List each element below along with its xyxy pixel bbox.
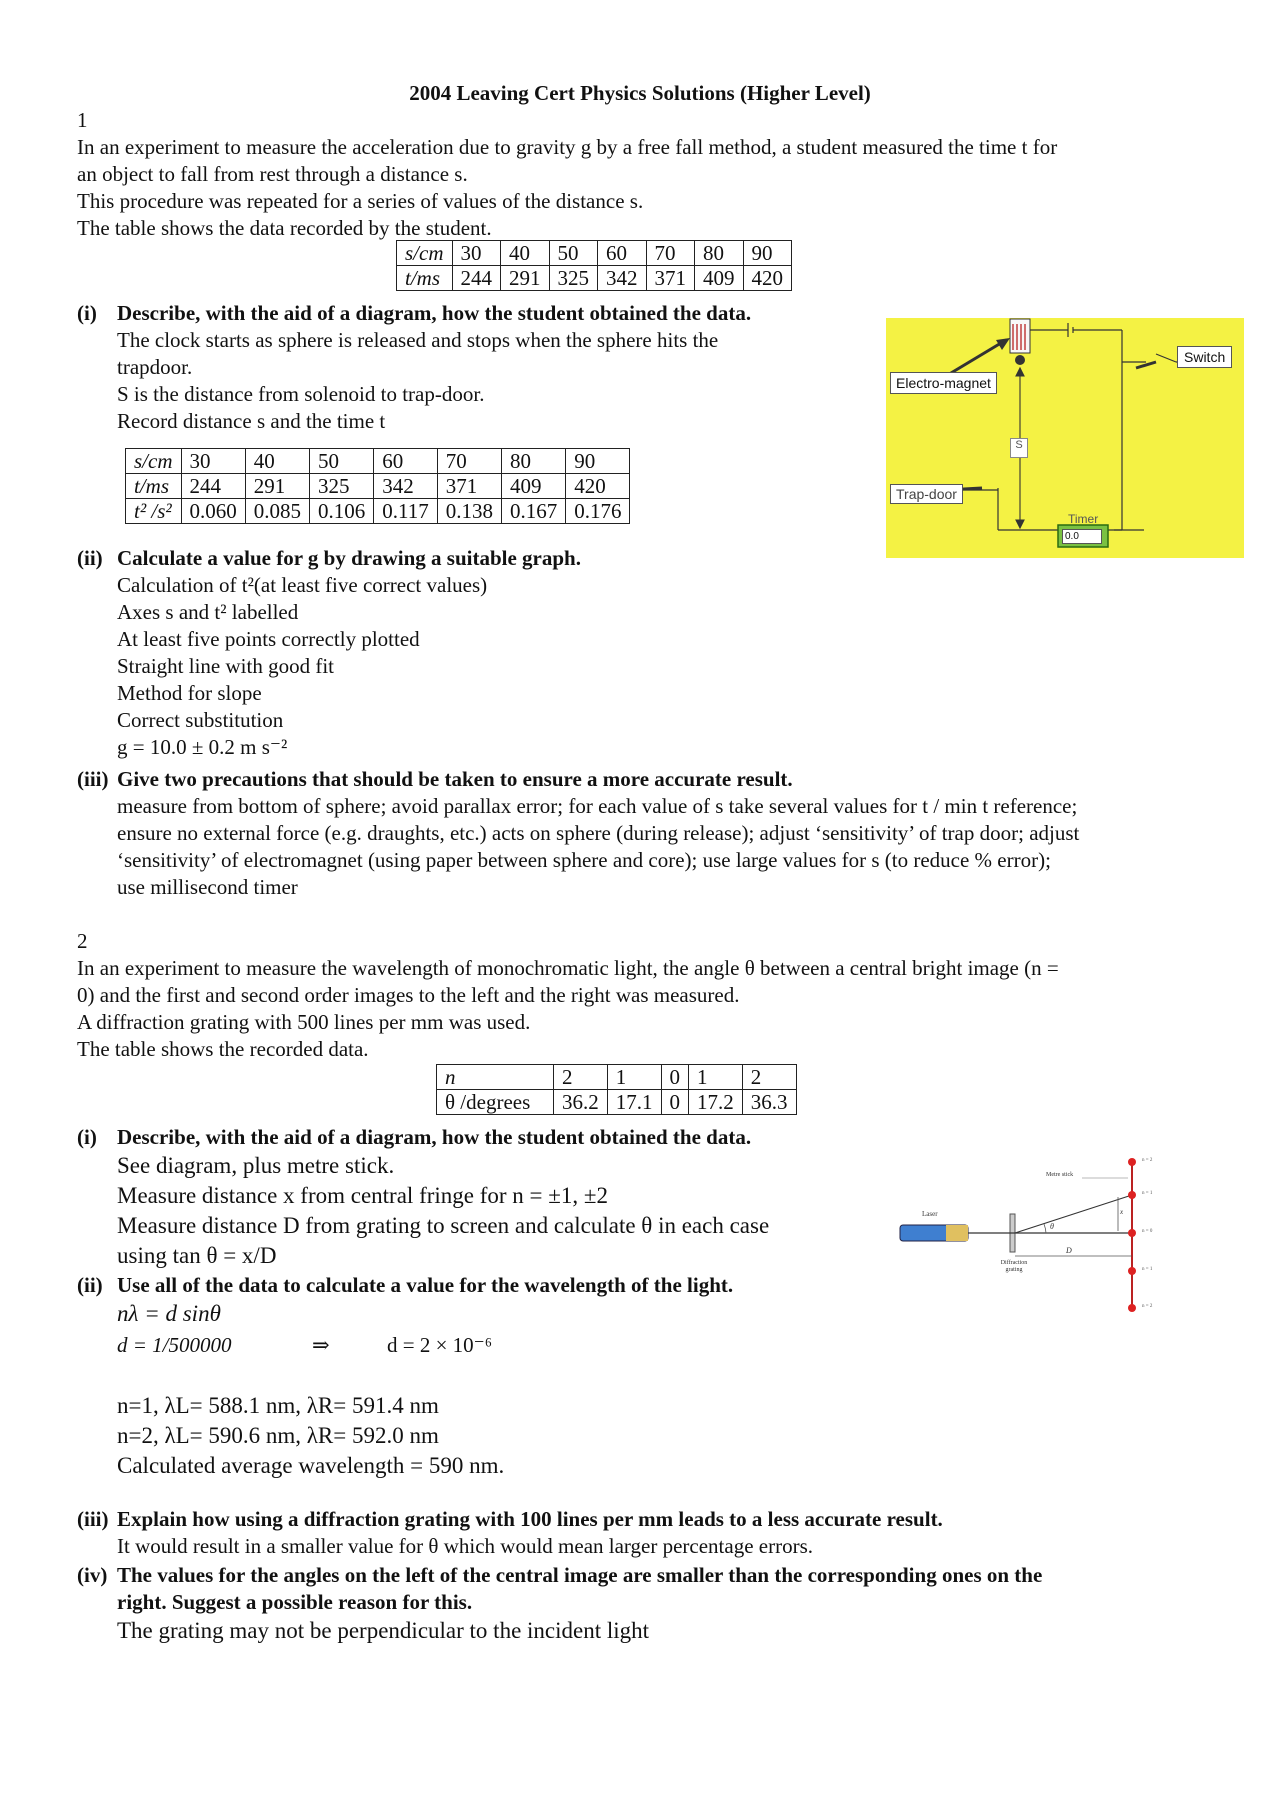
table-cell: 244	[181, 474, 245, 499]
answer-line: Straight line with good fit	[117, 654, 334, 678]
table-cell: 30	[452, 241, 501, 266]
d-result: d = 2 × 10⁻⁶	[387, 1333, 493, 1357]
angle-arc	[1044, 1224, 1046, 1233]
result-line: n=2, λL= 590.6 nm, λR= 592.0 nm	[117, 1423, 439, 1448]
question-text: right. Suggest a possible reason for this.	[117, 1590, 473, 1614]
table-cell: 325	[549, 266, 598, 291]
question-text: Describe, with the aid of a diagram, how the student obtained the data.	[117, 301, 752, 325]
question-text: The values for the angles on the left of the central image are smaller than the corresponding ones on the	[117, 1563, 1043, 1587]
answer-line: Measure distance x from central fringe for n = ±1, ±2	[117, 1183, 609, 1208]
switch-label: Switch	[1177, 346, 1232, 368]
table-cell: 409	[695, 266, 744, 291]
part-label: (iv)	[77, 1563, 108, 1587]
q1-part-iii	[77, 766, 793, 792]
q2-part-i	[77, 1124, 751, 1150]
answer-line: Measure distance D from grating to screen and calculate θ in each case	[117, 1213, 770, 1238]
q2-part-iv	[77, 1562, 1042, 1588]
table-cell: 36.2	[554, 1090, 608, 1115]
laser-label: Laser	[922, 1210, 938, 1218]
answer-line: At least five points correctly plotted	[117, 627, 420, 651]
table-cell: 371	[437, 474, 501, 499]
table-row	[437, 1065, 797, 1090]
table-cell: 70	[437, 449, 501, 474]
table-cell: s/cm	[397, 241, 453, 266]
answer-line: S is the distance from solenoid to trap-door.	[117, 382, 485, 406]
fringe-dot	[1128, 1229, 1136, 1237]
answer-line: The grating may not be perpendicular to the incident light	[117, 1618, 650, 1643]
part-label: (iii)	[77, 1507, 109, 1531]
timer-display: 0.0	[1062, 529, 1102, 544]
trapdoor-label: Trap-door	[890, 484, 963, 504]
table-cell: 1	[607, 1065, 661, 1090]
part-label: (i)	[77, 1125, 97, 1149]
distance-s-label: S	[1010, 438, 1028, 458]
question-text: Use all of the data to calculate a value for the wavelength of the light.	[117, 1273, 734, 1297]
table-row	[126, 449, 630, 474]
diffracted-beam	[1015, 1195, 1132, 1233]
question-2-number: 2	[77, 929, 88, 953]
table-cell: 30	[181, 449, 245, 474]
table-cell: 0.117	[374, 499, 437, 524]
fringe-dot	[1128, 1267, 1136, 1275]
table-cell: 50	[549, 241, 598, 266]
part-label: (iii)	[77, 767, 109, 791]
q2-part-ii	[77, 1272, 733, 1298]
q1-intro-line: The table shows the data recorded by the student.	[77, 216, 492, 240]
table-cell: θ /degrees	[437, 1090, 554, 1115]
question-1-number: 1	[77, 108, 88, 132]
result-line: Calculated average wavelength = 590 nm.	[117, 1453, 505, 1478]
result-line: n=1, λL= 588.1 nm, λR= 591.4 nm	[117, 1393, 439, 1418]
q2-intro-line: In an experiment to measure the wavelength of monochromatic light, the angle θ between a central bright image (n =	[77, 956, 1059, 980]
table-cell: 371	[646, 266, 695, 291]
table-cell: 80	[695, 241, 744, 266]
table-cell: 0	[661, 1065, 689, 1090]
order-label: n = 1	[1142, 1191, 1153, 1196]
table-cell: 0.060	[181, 499, 245, 524]
q1-intro-line: an object to fall from rest through a distance s.	[77, 162, 468, 186]
formula: nλ = d sinθ	[117, 1301, 221, 1326]
free-fall-diagram	[886, 318, 1244, 558]
table-cell: 342	[598, 266, 647, 291]
table-row	[437, 1090, 797, 1115]
fringe-dot	[1128, 1304, 1136, 1312]
table-cell: 0.138	[437, 499, 501, 524]
d-calculation: d = 1/500000	[117, 1333, 232, 1357]
table-cell: 0.085	[245, 499, 309, 524]
table-cell: t/ms	[397, 266, 453, 291]
table-cell: 0.167	[501, 499, 565, 524]
question-text: Explain how using a diffraction grating with 100 lines per mm leads to a less accurate result.	[117, 1507, 943, 1531]
table-cell: 1	[689, 1065, 743, 1090]
distance-x-label: x	[1120, 1208, 1124, 1216]
table-cell: 244	[452, 266, 501, 291]
table-cell: 36.3	[742, 1090, 796, 1115]
table-cell: 291	[501, 266, 550, 291]
table-cell: 90	[743, 241, 792, 266]
table-row	[126, 474, 630, 499]
table-cell: n	[437, 1065, 554, 1090]
fringe-dot	[1128, 1158, 1136, 1166]
table-cell: 325	[310, 474, 374, 499]
table-cell: 17.2	[689, 1090, 743, 1115]
implies-arrow: ⇒	[312, 1333, 330, 1357]
table-row	[126, 499, 630, 524]
table-cell: 291	[245, 474, 309, 499]
table-row	[397, 241, 792, 266]
answer-line: Record distance s and the time t	[117, 409, 386, 433]
theta-label: θ	[1050, 1222, 1054, 1231]
answer-line: Axes s and t² labelled	[117, 600, 299, 624]
answer-line: ensure no external force (e.g. draughts, etc.) acts on sphere (during release); adjust ‘sensitivity’ of trap door; adjust	[117, 821, 1080, 845]
part-label: (ii)	[77, 1273, 103, 1297]
order-label: n = 1	[1142, 1267, 1153, 1272]
grating-label: Diffraction grating	[1000, 1260, 1028, 1273]
answer-line: Calculation of t²(at least five correct values)	[117, 573, 488, 597]
q1-part-i	[77, 300, 751, 326]
answer-line: It would result in a smaller value for θ which would mean larger percentage errors.	[117, 1534, 814, 1558]
part-label: (i)	[77, 301, 97, 325]
q2-intro-line: 0) and the first and second order images to the left and the right was measured.	[77, 983, 740, 1007]
distance-d-label: D	[1066, 1246, 1072, 1255]
electromagnet-label: Electro-magnet	[890, 372, 997, 394]
question-text: Describe, with the aid of a diagram, how the student obtained the data.	[117, 1125, 752, 1149]
answer-line: trapdoor.	[117, 355, 193, 379]
answer-line: use millisecond timer	[117, 875, 298, 899]
fringe-dot	[1128, 1191, 1136, 1199]
page-title: 2004 Leaving Cert Physics Solutions (Higher Level)	[409, 81, 871, 105]
circuit-wires	[946, 323, 1216, 530]
table-cell: t/ms	[126, 474, 182, 499]
q2-data-table	[436, 1064, 797, 1115]
answer-line: using tan θ = x/D	[117, 1243, 277, 1268]
answer-line: Correct substitution	[117, 708, 284, 732]
order-label: n = 2	[1142, 1304, 1153, 1309]
table-cell: 60	[374, 449, 437, 474]
table-cell: 420	[743, 266, 792, 291]
q2-intro-line: A diffraction grating with 500 lines per mm was used.	[77, 1010, 531, 1034]
q1-intro-line: In an experiment to measure the acceleration due to gravity g by a free fall method, a student measured the time t for	[77, 135, 1058, 159]
q2-intro-line: The table shows the recorded data.	[77, 1037, 369, 1061]
answer-line: measure from bottom of sphere; avoid parallax error; for each value of s take several values for t / min t reference;	[117, 794, 1078, 818]
diffraction-diagram	[896, 1150, 1196, 1320]
table-cell: 17.1	[607, 1090, 661, 1115]
table-cell: 420	[566, 474, 630, 499]
table-cell: 0.176	[566, 499, 630, 524]
q1-intro-line: This procedure was repeated for a series of values of the distance s.	[77, 189, 644, 213]
table-row	[397, 266, 792, 291]
table-cell: 2	[742, 1065, 796, 1090]
laser-tip	[946, 1225, 968, 1241]
q1-data-table	[396, 240, 792, 291]
table-cell: 40	[501, 241, 550, 266]
metre-stick-label: Metre stick	[1046, 1172, 1074, 1178]
table-cell: 90	[566, 449, 630, 474]
table-cell: 60	[598, 241, 647, 266]
answer-line: Method for slope	[117, 681, 262, 705]
answer-line: See diagram, plus metre stick.	[117, 1153, 395, 1178]
table-cell: 70	[646, 241, 695, 266]
table-cell: 40	[245, 449, 309, 474]
table-cell: 50	[310, 449, 374, 474]
table-cell: s/cm	[126, 449, 182, 474]
sphere	[1015, 355, 1025, 365]
order-label: n = 2	[1142, 1158, 1153, 1163]
question-text: Calculate a value for g by drawing a suitable graph.	[117, 546, 581, 570]
q1-results-table	[125, 448, 630, 524]
timer-label: Timer	[1068, 512, 1099, 526]
q2-part-iii	[77, 1506, 943, 1532]
table-cell: 80	[501, 449, 565, 474]
answer-line: The clock starts as sphere is released and stops when the sphere hits the	[117, 328, 719, 352]
table-cell: 2	[554, 1065, 608, 1090]
order-label: n = 0	[1142, 1229, 1153, 1234]
answer-line: g = 10.0 ± 0.2 m s⁻²	[117, 735, 288, 759]
answer-line: ‘sensitivity’ of electromagnet (using paper between sphere and core); use large values for s (to reduce % error);	[117, 848, 1051, 872]
q1-part-ii	[77, 545, 581, 571]
question-text: Give two precautions that should be taken to ensure a more accurate result.	[117, 767, 793, 791]
table-cell: 0.106	[310, 499, 374, 524]
table-cell: 342	[374, 474, 437, 499]
table-cell: t² /s²	[126, 499, 182, 524]
part-label: (ii)	[77, 546, 103, 570]
table-cell: 0	[661, 1090, 689, 1115]
table-cell: 409	[501, 474, 565, 499]
